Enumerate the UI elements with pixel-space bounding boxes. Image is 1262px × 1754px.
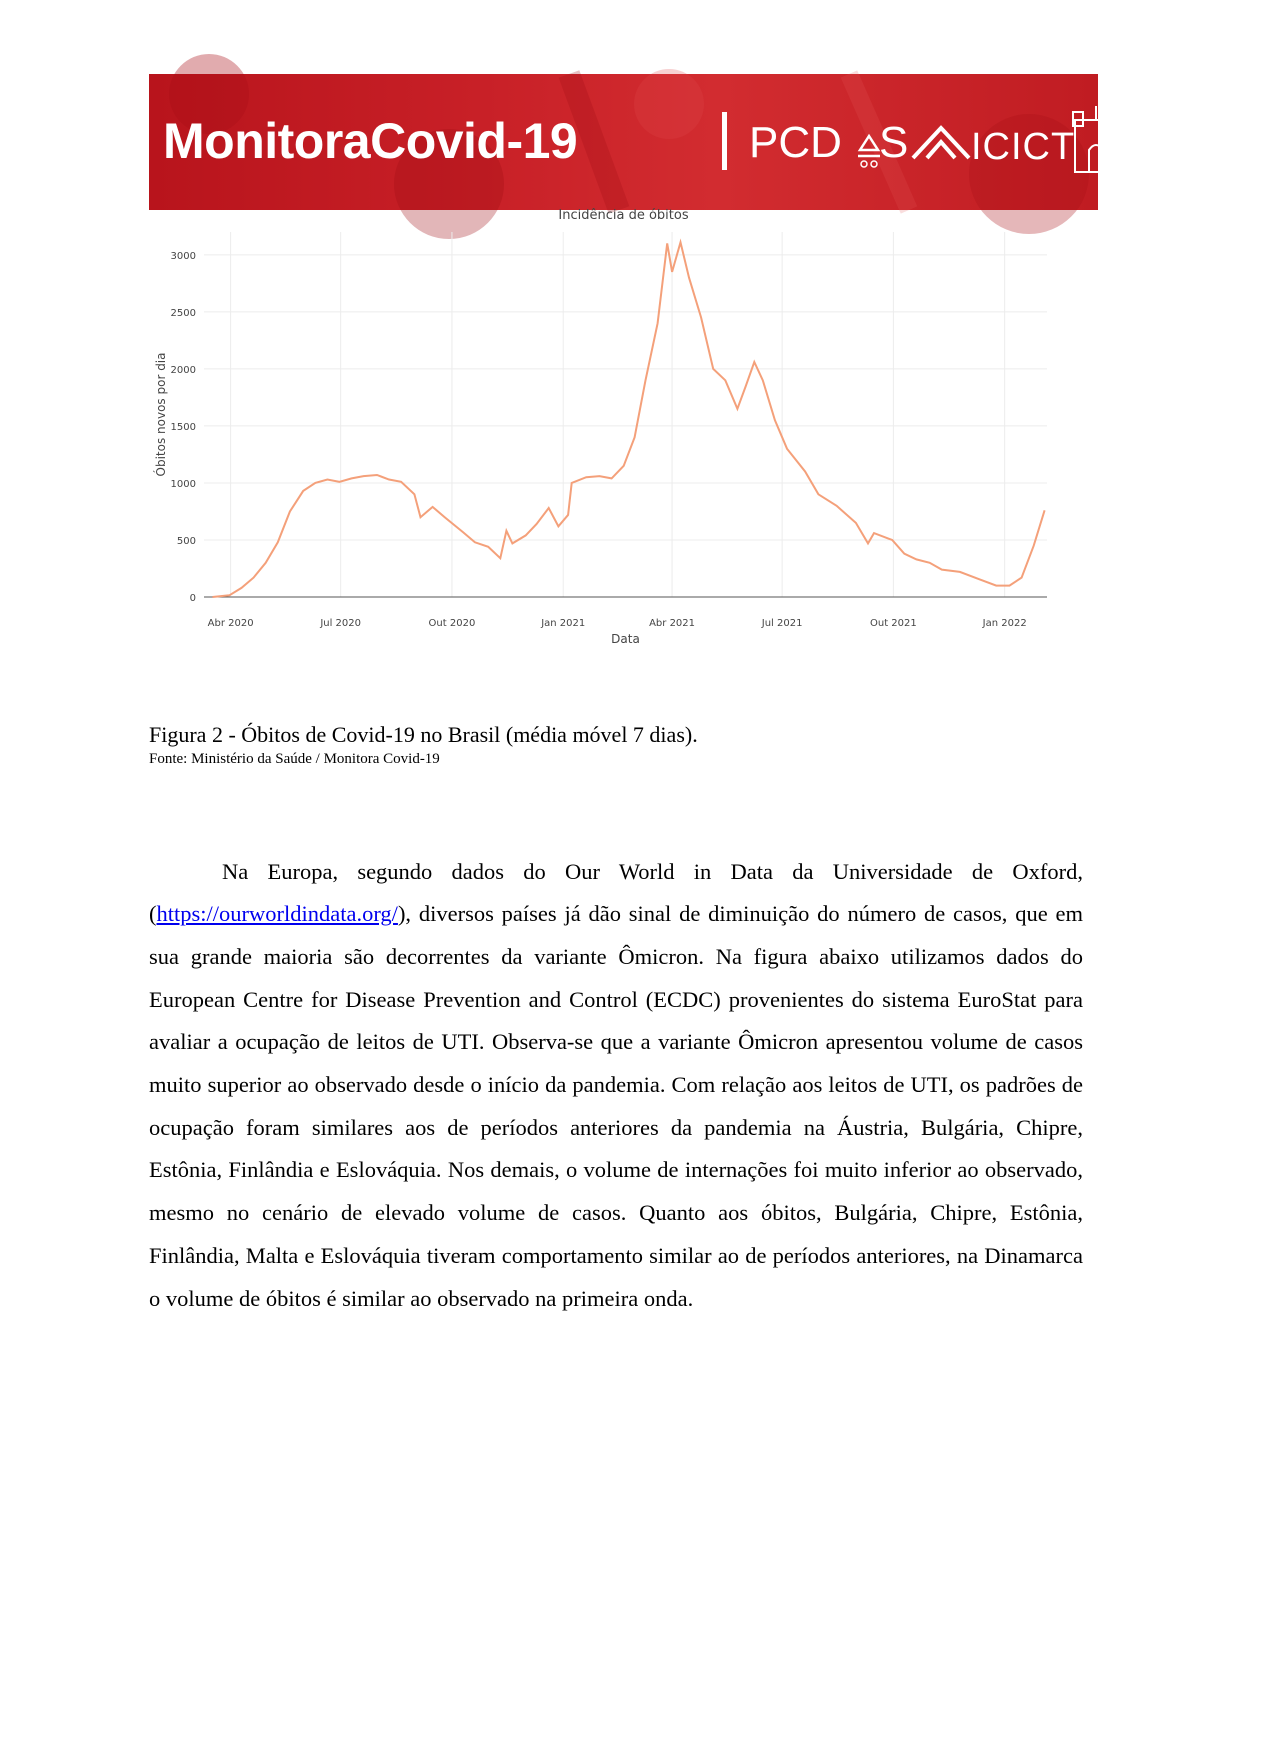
y-tick-label: 0	[189, 593, 196, 604]
x-tick-label: Jul 2021	[761, 618, 803, 629]
x-tick-label: Jan 2022	[982, 618, 1027, 629]
x-tick-label: Jul 2020	[320, 618, 362, 629]
deaths-line-chart	[149, 224, 1098, 722]
x-tick-label: Abr 2020	[207, 618, 254, 629]
figure-caption: Figura 2 - Óbitos de Covid-19 no Brasil (média móvel 7 dias).	[149, 722, 698, 747]
y-axis-ticks	[171, 251, 196, 604]
y-tick-label: 1000	[170, 478, 196, 490]
x-tick-label: Out 2021	[870, 618, 917, 629]
y-tick-label: 2000	[170, 364, 196, 376]
pcdas-logo-icon	[858, 132, 880, 168]
x-tick-label: Out 2020	[428, 618, 476, 629]
y-tick-label: 500	[176, 535, 196, 547]
x-tick-label: Abr 2021	[649, 618, 696, 629]
chart-grid	[204, 232, 1047, 597]
banner-separator	[722, 112, 727, 170]
icict-logo-icon	[911, 124, 971, 160]
figure-source: Fonte: Ministério da Saúde / Monitora Covid-19	[149, 751, 440, 767]
paragraph-text-rest: ), diversos países já dão sinal de diminuição do número de casos, que em sua grande maioria são decorrentes da variante Ômicron. Na figura abaixo utilizamos dados do European Centre for Disease Prevention and Control (ECDC) provenientes do sistema EuroStat para avaliar a ocupação de leitos de UTI. Observa-se que a variante Ômicron apresentou volume de casos muito superior ao observado desde o início da pandemia. Com relação aos leitos de UTI, os padrões de ocupação foram similares aos de períodos anteriores da pandemia na Áustria, Bulgária, Chipre, Estônia, Finlândia e Eslováquia. Nos demais, o volume de internações foi muito inferior ao observado, mesmo no cenário de elevado volume de casos. Quanto aos óbitos, Bulgária, Chipre, Estônia, Finlândia, Malta e Eslováquia tiveram comportamento similar ao de períodos anteriores, na Dinamarca o volume de óbitos é similar ao observado na primeira onda.	[149, 901, 1083, 1311]
y-tick-label: 2500	[170, 307, 196, 319]
icict-text: ICICT	[971, 126, 1076, 168]
deaths-series-line	[213, 242, 1045, 597]
body-paragraph	[149, 851, 1083, 1321]
y-axis-label: Óbitos novos por dia	[154, 352, 168, 477]
x-tick-label: Jan 2021	[541, 618, 586, 629]
y-tick-label: 1500	[170, 421, 196, 433]
paragraph-text-start: Na Europa, segundo dados do Our World in Data da Universidade de Oxford, (	[149, 858, 1083, 927]
x-axis-label: Data	[611, 632, 640, 646]
pcdas-text-left: PCD	[749, 118, 842, 167]
fiocruz-text: FIOCRUZ	[1125, 134, 1262, 167]
pcdas-text-right: S	[879, 118, 909, 167]
y-tick-label: 3000	[170, 250, 196, 262]
chart-title: Incidência de óbitos	[558, 208, 689, 223]
fiocruz-castle-icon	[1071, 106, 1121, 174]
x-axis-ticks	[208, 618, 1027, 629]
banner-title: MonitoraCovid-19	[163, 113, 578, 169]
monitora-covid-banner	[149, 74, 1262, 210]
ourworldindata-link[interactable]: https://ourworldindata.org/	[156, 901, 398, 927]
